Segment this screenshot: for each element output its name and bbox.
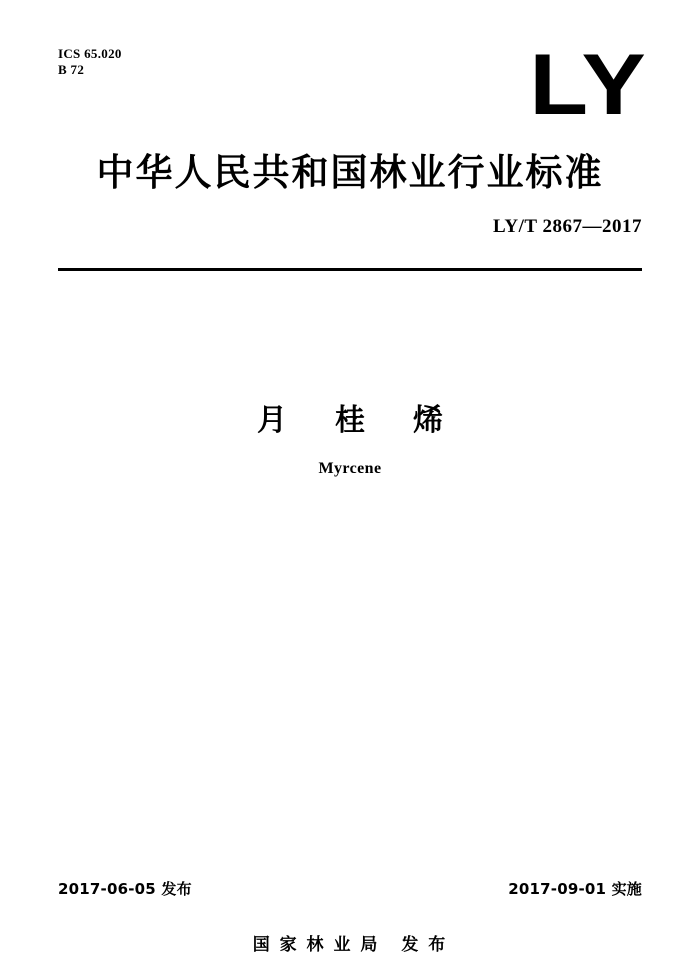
ics-block — [58, 46, 122, 78]
document-title-cn-char-2: 桂 — [335, 403, 365, 438]
document-title-en: Myrcene — [318, 460, 382, 477]
ics-code: ICS 65.020 — [58, 46, 122, 61]
document-title-cn-char-3: 烯 — [413, 403, 443, 438]
header-divider — [58, 268, 642, 271]
document-title-cn-char-1: 月 — [257, 403, 287, 438]
classification-code: B 72 — [58, 62, 85, 77]
standard-number: LY/T 2867—2017 — [492, 216, 642, 237]
document-title-cn — [0, 395, 700, 439]
ly-logo: LY — [529, 37, 648, 133]
page-title: 中华人民共和国林业行业标准 — [96, 151, 604, 194]
issuer-name: 国 家 林 业 局 — [252, 935, 380, 955]
issue-date: 2017-06-05 发布 — [58, 880, 192, 898]
issuer — [0, 930, 700, 955]
issuer-action: 发 布 — [401, 935, 448, 955]
effective-date: 2017-09-01 实施 — [508, 880, 642, 898]
